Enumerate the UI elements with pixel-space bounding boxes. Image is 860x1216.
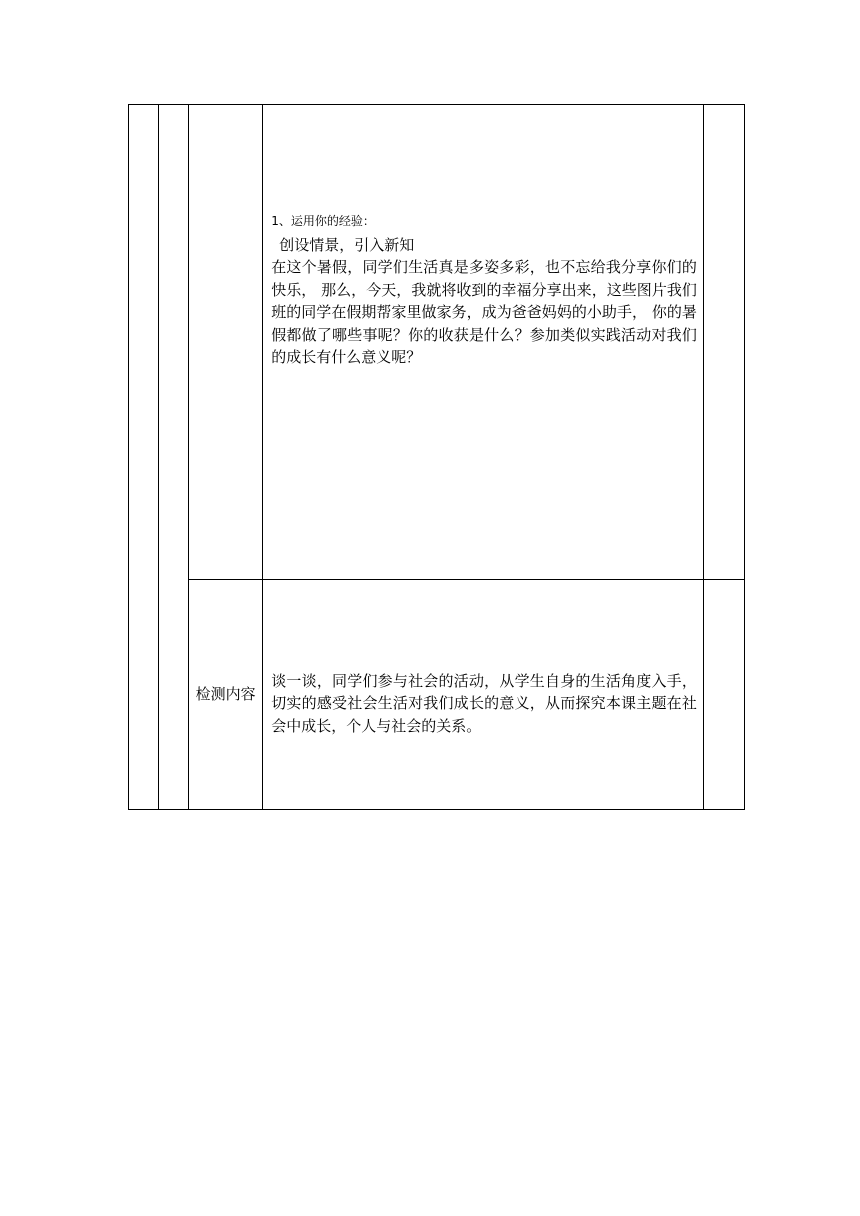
table-cell-col1	[129, 105, 159, 810]
table-cell-notes	[703, 580, 744, 810]
table-row	[129, 105, 745, 580]
lesson-plan-table	[128, 104, 745, 810]
table-cell-content	[263, 105, 704, 580]
table-row	[129, 580, 745, 810]
check-content-label: 检测内容	[195, 685, 256, 703]
section-subheading: 创设情景，引入新知	[279, 235, 415, 254]
table-cell-content	[263, 580, 704, 810]
table-cell-col2	[159, 105, 189, 810]
table-cell-label	[189, 580, 263, 810]
step-label: 1、运用你的经验：	[271, 213, 375, 228]
check-content-text: 谈一谈，同学们参与社会的活动，从学生自身的生活角度入手，切实的感受社会生活对我们成长的意义，从而探究本课主题在社会中成长，个人与社会的关系。	[271, 671, 697, 735]
activity-description: 在这个暑假，同学们生活真是多姿多彩，也不忘给我分享你们的快乐， 那么，今天，我就将收到的幸福分享出来，这些图片我们班的同学在假期帮家里做家务，成为爸爸妈妈的小助手， 你的暑假都做了哪些事呢？你的收获是什么？参加类似实践活动对我们的成长有什么意义呢？	[271, 258, 697, 366]
table-cell-notes	[703, 105, 744, 580]
table-cell-label-empty	[189, 105, 263, 580]
